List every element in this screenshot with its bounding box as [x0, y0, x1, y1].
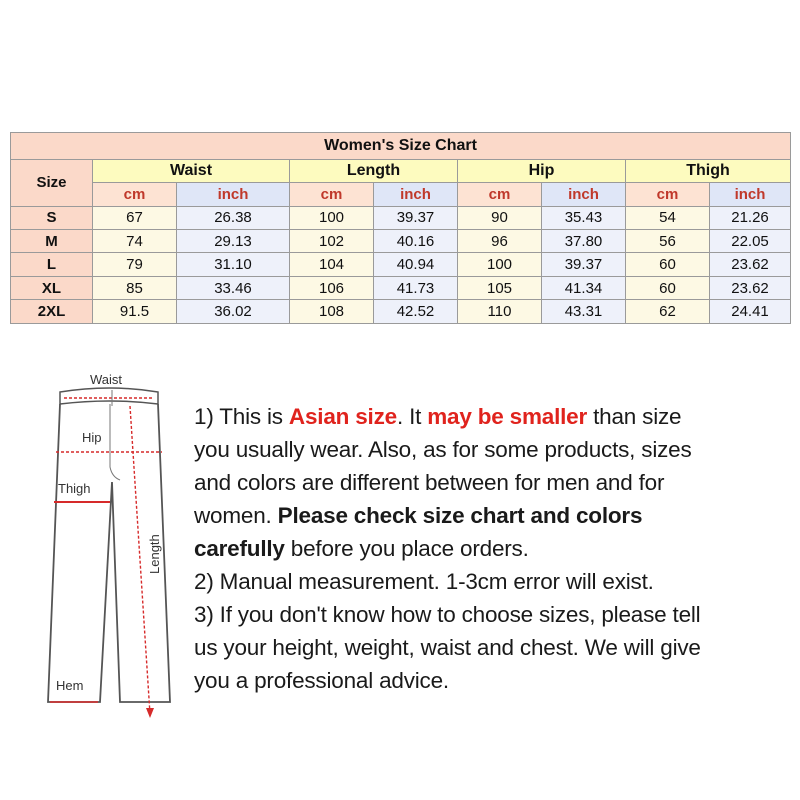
note-text: than size: [587, 404, 682, 429]
table-cell: 23.62: [710, 276, 791, 299]
note-text: . It: [396, 404, 428, 429]
table-cell: 74: [93, 230, 177, 253]
size-label: S: [11, 206, 93, 229]
unit-cm-header: cm: [93, 183, 177, 206]
table-cell: 42.52: [374, 300, 458, 324]
length-header: Length: [290, 159, 458, 182]
pants-measurement-diagram: [20, 362, 185, 722]
table-cell: 43.31: [542, 300, 626, 324]
unit-inch-header: inch: [177, 183, 290, 206]
note-1-line-3: and colors are different between for men and for: [194, 470, 665, 495]
table-cell: 41.73: [374, 276, 458, 299]
unit-inch-header: inch: [710, 183, 791, 206]
check-chart-emphasis: Please check size chart and colors: [277, 503, 643, 528]
thigh-label: Thigh: [58, 481, 91, 496]
fly-seam: [110, 404, 120, 480]
table-title: Women's Size Chart: [11, 133, 791, 160]
table-cell: 104: [290, 253, 374, 276]
unit-inch-header: inch: [542, 183, 626, 206]
table-cell: 105: [458, 276, 542, 299]
size-label: L: [11, 253, 93, 276]
unit-cm-header: cm: [290, 183, 374, 206]
note-3-line-2: us your height, weight, waist and chest. We will give: [194, 635, 701, 660]
table-cell: 40.94: [374, 253, 458, 276]
table-cell: 108: [290, 300, 374, 324]
asian-size-highlight: Asian size: [288, 404, 397, 429]
note-2: 2) Manual measurement. 1-3cm error will exist.: [194, 569, 654, 594]
note-1-line-1: [194, 400, 794, 433]
table-cell: 31.10: [177, 253, 290, 276]
table-cell: 37.80: [542, 230, 626, 253]
table-cell: 85: [93, 276, 177, 299]
table-cell: 33.46: [177, 276, 290, 299]
table-cell: 60: [626, 276, 710, 299]
note-1-line-5: [194, 532, 794, 565]
table-cell: 106: [290, 276, 374, 299]
table-cell: 29.13: [177, 230, 290, 253]
waist-label: Waist: [90, 372, 123, 387]
table-row: [11, 276, 791, 299]
table-cell: 60: [626, 253, 710, 276]
note-text: before you place orders.: [284, 536, 529, 561]
table-cell: 39.37: [542, 253, 626, 276]
size-notes: [194, 400, 794, 697]
table-cell: 21.26: [710, 206, 791, 229]
table-cell: 23.62: [710, 253, 791, 276]
note-text: women.: [194, 503, 278, 528]
note-text: 1) This is: [194, 404, 289, 429]
carefully-emphasis: carefully: [194, 536, 285, 561]
unit-cm-header: cm: [626, 183, 710, 206]
smaller-highlight: may be smaller: [427, 404, 588, 429]
size-label: M: [11, 230, 93, 253]
table-cell: 56: [626, 230, 710, 253]
table-cell: 79: [93, 253, 177, 276]
table-row: [11, 300, 791, 324]
table-cell: 39.37: [374, 206, 458, 229]
table-cell: 91.5: [93, 300, 177, 324]
table-cell: 100: [458, 253, 542, 276]
table-cell: 100: [290, 206, 374, 229]
table-row: [11, 230, 791, 253]
length-arrowhead: [146, 708, 154, 718]
unit-cm-header: cm: [458, 183, 542, 206]
table-row: [11, 253, 791, 276]
waist-header: Waist: [93, 159, 290, 182]
waist-band: [60, 388, 158, 404]
table-cell: 102: [290, 230, 374, 253]
table-cell: 26.38: [177, 206, 290, 229]
note-1-line-2: you usually wear. Also, as for some products, sizes: [194, 437, 692, 462]
note-1-line-4: [194, 499, 794, 532]
table-cell: 54: [626, 206, 710, 229]
table-cell: 62: [626, 300, 710, 324]
note-3-line-1: 3) If you don't know how to choose sizes, please tell: [194, 602, 701, 627]
unit-inch-header: inch: [374, 183, 458, 206]
hip-label: Hip: [82, 430, 102, 445]
table-cell: 24.41: [710, 300, 791, 324]
size-label: 2XL: [11, 300, 93, 324]
thigh-header: Thigh: [626, 159, 791, 182]
table-cell: 36.02: [177, 300, 290, 324]
length-label: Length: [147, 534, 162, 574]
table-cell: 67: [93, 206, 177, 229]
table-cell: 96: [458, 230, 542, 253]
table-cell: 90: [458, 206, 542, 229]
table-cell: 22.05: [710, 230, 791, 253]
table-cell: 40.16: [374, 230, 458, 253]
table-cell: 110: [458, 300, 542, 324]
size-chart-table: [10, 132, 791, 324]
note-3-line-3: you a professional advice.: [194, 668, 449, 693]
hip-header: Hip: [458, 159, 626, 182]
table-cell: 41.34: [542, 276, 626, 299]
table-row: [11, 206, 791, 229]
size-label: XL: [11, 276, 93, 299]
size-column-header: Size: [11, 159, 93, 206]
hem-label: Hem: [56, 678, 84, 693]
table-cell: 35.43: [542, 206, 626, 229]
